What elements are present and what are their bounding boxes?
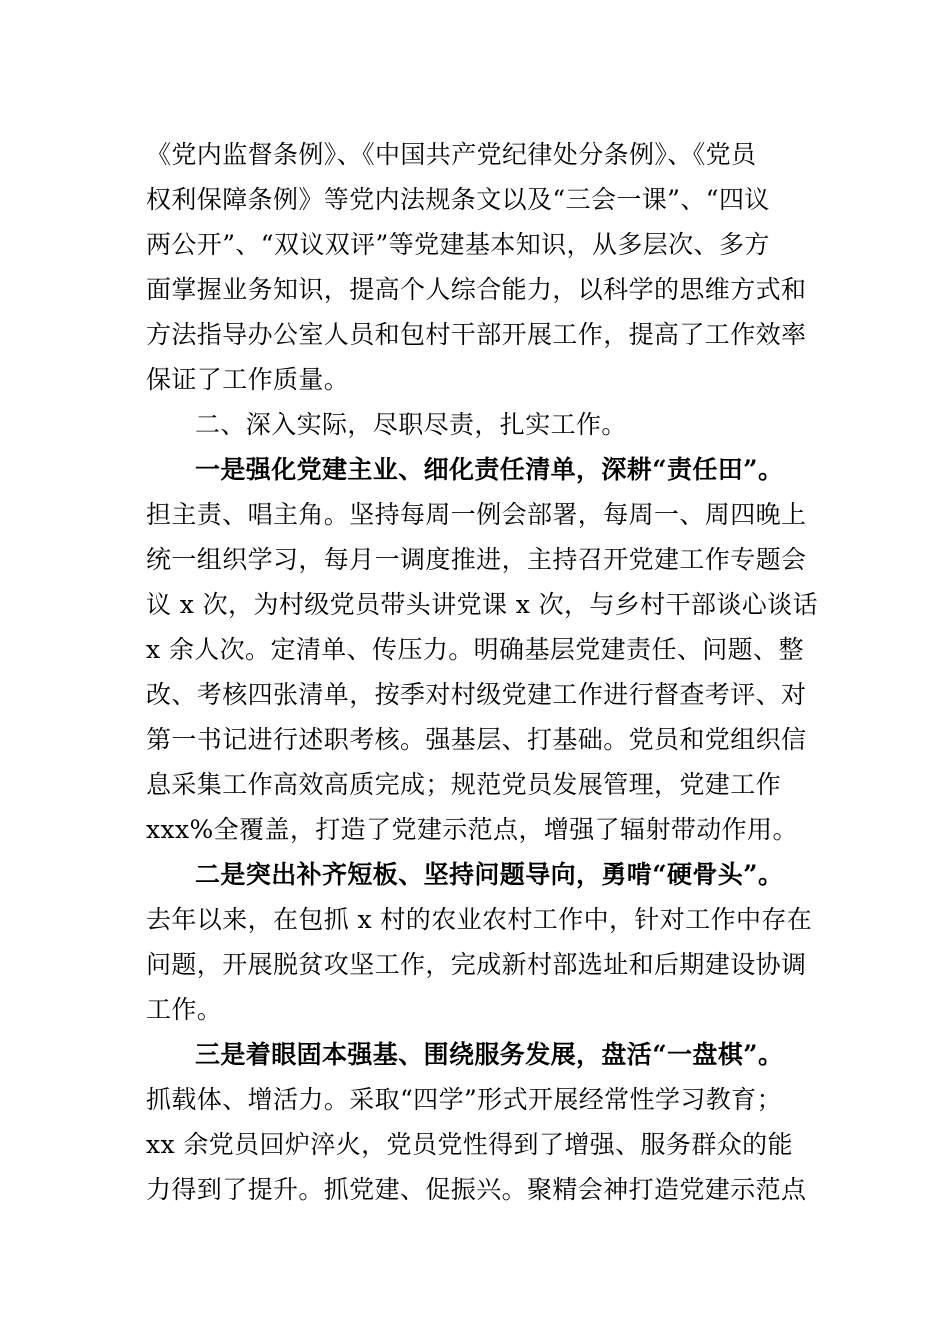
body-text-line: x 余人次。定清单、传压力。明确基层党建责任、问题、整 [146, 635, 804, 664]
body-text-line: 去年以来，在包抓 x 村的农业农村工作中，针对工作中存在 [146, 905, 813, 934]
body-text-line: 统一组织学习，每月一调度推进，主持召开党建工作专题会 [146, 545, 807, 574]
body-text-line: xx 余党员回炉淬火，党员党性得到了增强、服务群众的能 [146, 1130, 793, 1159]
body-text-line: 保证了工作质量。 [146, 365, 350, 394]
body-text-line: 抓载体、增活力。采取“四学”形式开展经常性学习教育； [146, 1085, 782, 1114]
subsection-heading: 三是着眼固本强基、围绕服务发展，盘活“一盘棋”。 [195, 1040, 784, 1069]
body-text-line: 问题，开展脱贫攻坚工作，完成新村部选址和后期建设协调 [146, 950, 807, 979]
subsection-heading: 二是突出补齐短板、坚持问题导向，勇啃“硬骨头”。 [195, 860, 784, 889]
body-text-line: 权利保障条例》等党内法规条文以及“三会一课”、“四议 [146, 185, 770, 214]
section-heading: 二、深入实际，尽职尽责，扎实工作。 [195, 410, 627, 439]
body-text-line: 两公开”、“双议双评”等党建基本知识，从多层次、多方 [146, 230, 770, 259]
body-text-line: 担主责、唱主角。坚持每周一例会部署，每周一、周四晚上 [146, 500, 807, 529]
body-text-line: 《党内监督条例》、《中国共产党纪律处分条例》、《党员 [146, 140, 757, 169]
subsection-heading: 一是强化党建主业、细化责任清单，深耕“责任田”。 [195, 455, 784, 484]
body-text-line: xxx%全覆盖，打造了党建示范点，增强了辐射带动作用。 [146, 815, 798, 844]
body-text-line: 第一书记进行述职考核。强基层、打基础。党员和党组织信 [146, 725, 807, 754]
body-text-line: 议 x 次，为村级党员带头讲党课 x 次，与乡村干部谈心谈话 [146, 590, 818, 619]
body-text-line: 力得到了提升。抓党建、促振兴。聚精会神打造党建示范点 [146, 1175, 807, 1204]
body-text-line: 工作。 [146, 995, 223, 1024]
body-text-line: 改、考核四张清单，按季对村级党建工作进行督查考评、对 [146, 680, 807, 709]
body-text-line: 方法指导办公室人员和包村干部开展工作，提高了工作效率 [146, 320, 807, 349]
body-text-line: 面掌握业务知识，提高个人综合能力，以科学的思维方式和 [146, 275, 807, 304]
body-text-line: 息采集工作高效高质完成；规范党员发展管理，党建工作 [146, 770, 782, 799]
